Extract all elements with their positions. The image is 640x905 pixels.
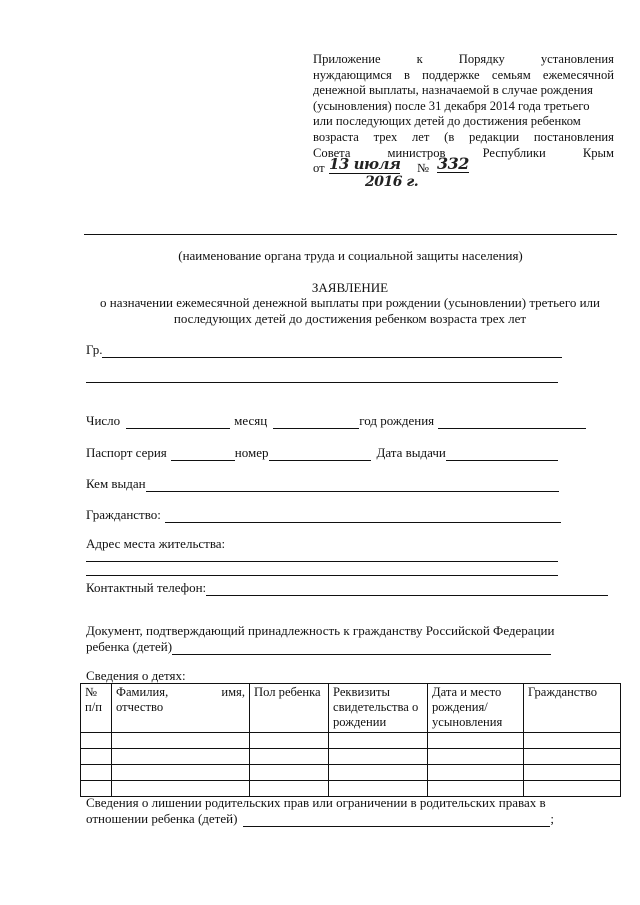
table-cell[interactable]: [112, 749, 250, 765]
document-field[interactable]: [172, 642, 551, 655]
appendix-year-line: [313, 174, 614, 193]
deprivation-end: ;: [550, 811, 555, 826]
children-caption: Сведения о детях:: [86, 668, 186, 683]
table-cell[interactable]: [81, 749, 112, 765]
column-header: Пол ребенка: [250, 684, 329, 733]
citizenship-label: Гражданство:: [86, 507, 161, 522]
table-cell[interactable]: [428, 749, 524, 765]
page-title: ЗАЯВЛЕНИЕ: [311, 280, 389, 295]
address-label: Адрес места жительства:: [86, 536, 226, 551]
passport-number-label: номер: [234, 445, 269, 460]
title-subtitle-1: о назначении ежемесячной денежной выплаты при рождении (усыновлении) третьего или: [100, 295, 600, 310]
appendix-line-7: Совета министров Республики Крым: [313, 145, 614, 160]
table-cell[interactable]: [81, 733, 112, 749]
citizenship-field[interactable]: [165, 510, 561, 523]
month-label: месяц: [234, 413, 268, 428]
table-row: [81, 765, 621, 781]
table-cell[interactable]: [329, 749, 428, 765]
table-row: [81, 733, 621, 749]
issued-by-field[interactable]: [146, 479, 559, 492]
passport-row: [86, 445, 558, 461]
issue-date-field[interactable]: [446, 448, 558, 461]
appendix-line-1: Приложение к Порядку установления: [313, 52, 614, 66]
citizen-label: Гр.: [86, 342, 103, 357]
day-label: Число: [86, 413, 121, 428]
table-cell[interactable]: [524, 765, 621, 781]
table-cell[interactable]: [428, 733, 524, 749]
citizen-name-field[interactable]: [102, 345, 562, 358]
birth-date-row: [86, 413, 586, 429]
document-label-2: ребенка (детей): [86, 639, 173, 654]
table-cell[interactable]: [250, 733, 329, 749]
table-cell[interactable]: [524, 749, 621, 765]
phone-field[interactable]: [206, 583, 608, 596]
table-cell[interactable]: [81, 765, 112, 781]
table-cell[interactable]: [428, 765, 524, 781]
authority-line[interactable]: [84, 234, 617, 235]
table-cell[interactable]: [329, 765, 428, 781]
table-row: [81, 749, 621, 765]
title-subtitle-2: последующих детей до достижения ребенком возраста трех лет: [173, 311, 527, 326]
column-header: Гражданство: [524, 684, 621, 733]
column-header: Дата и место рождения/ усыновления: [428, 684, 524, 733]
issue-date-label: Дата выдачи: [376, 445, 446, 460]
handwritten-year: 2016 г.: [365, 174, 419, 191]
appendix-note: [313, 52, 614, 193]
passport-number-field[interactable]: [269, 448, 371, 461]
column-header: Фамилия, имя, отчество: [112, 684, 250, 733]
table-cell[interactable]: [329, 733, 428, 749]
appendix-line-2: нуждающимся в поддержке семьям ежемесячной: [313, 67, 614, 82]
document-row: [86, 639, 551, 655]
phone-row: [86, 580, 608, 596]
citizen-name-field-2[interactable]: [86, 382, 558, 383]
issued-by-label: Кем выдан: [86, 476, 146, 491]
birth-year-field[interactable]: [438, 416, 586, 429]
deprivation-label: Сведения о лишении родительских прав или ограничении в родительских правах в: [86, 795, 546, 810]
document-label: Документ, подтверждающий принадлежность к гражданству Российской Федерации: [86, 623, 555, 638]
phone-label: Контактный телефон:: [86, 580, 207, 595]
issued-by-row: [86, 476, 559, 492]
handwritten-number: 332: [437, 154, 469, 174]
handwritten-date: 13 июля: [329, 155, 401, 174]
birth-year-label: год рождения: [359, 413, 435, 428]
month-field[interactable]: [273, 416, 359, 429]
deprivation-row: [86, 811, 554, 827]
address-field-2[interactable]: [86, 575, 558, 576]
table-header-row: [81, 684, 621, 733]
authority-caption: (наименование органа труда и социальной защиты населения): [178, 248, 523, 263]
column-header: Реквизиты свидетельства о рождении: [329, 684, 428, 733]
appendix-line-5: или последующих детей до достижения ребенком: [313, 114, 581, 129]
appendix-line-4: (усыновления) после 31 декабря 2014 года третьего: [313, 98, 590, 113]
passport-series-label: Паспорт серия: [86, 445, 167, 460]
column-header: № п/п: [81, 684, 112, 733]
appendix-line-3: денежной выплаты, назначаемой в случае рождения: [313, 83, 593, 98]
citizen-row: [86, 342, 562, 358]
table-cell[interactable]: [112, 765, 250, 781]
deprivation-label-2: отношении ребенка (детей): [86, 811, 238, 826]
table-cell[interactable]: [250, 765, 329, 781]
day-field[interactable]: [126, 416, 230, 429]
address-field-1[interactable]: [86, 561, 558, 562]
table-cell[interactable]: [250, 749, 329, 765]
deprivation-field[interactable]: [243, 814, 550, 827]
table-cell[interactable]: [112, 733, 250, 749]
passport-series-field[interactable]: [171, 448, 235, 461]
appendix-line-6: возраста трех лет (в редакции постановления: [313, 129, 614, 144]
table-cell[interactable]: [524, 733, 621, 749]
appendix-date-line: от 13 июля № 332: [313, 154, 469, 176]
children-table: [80, 683, 621, 797]
citizenship-row: [86, 507, 561, 523]
